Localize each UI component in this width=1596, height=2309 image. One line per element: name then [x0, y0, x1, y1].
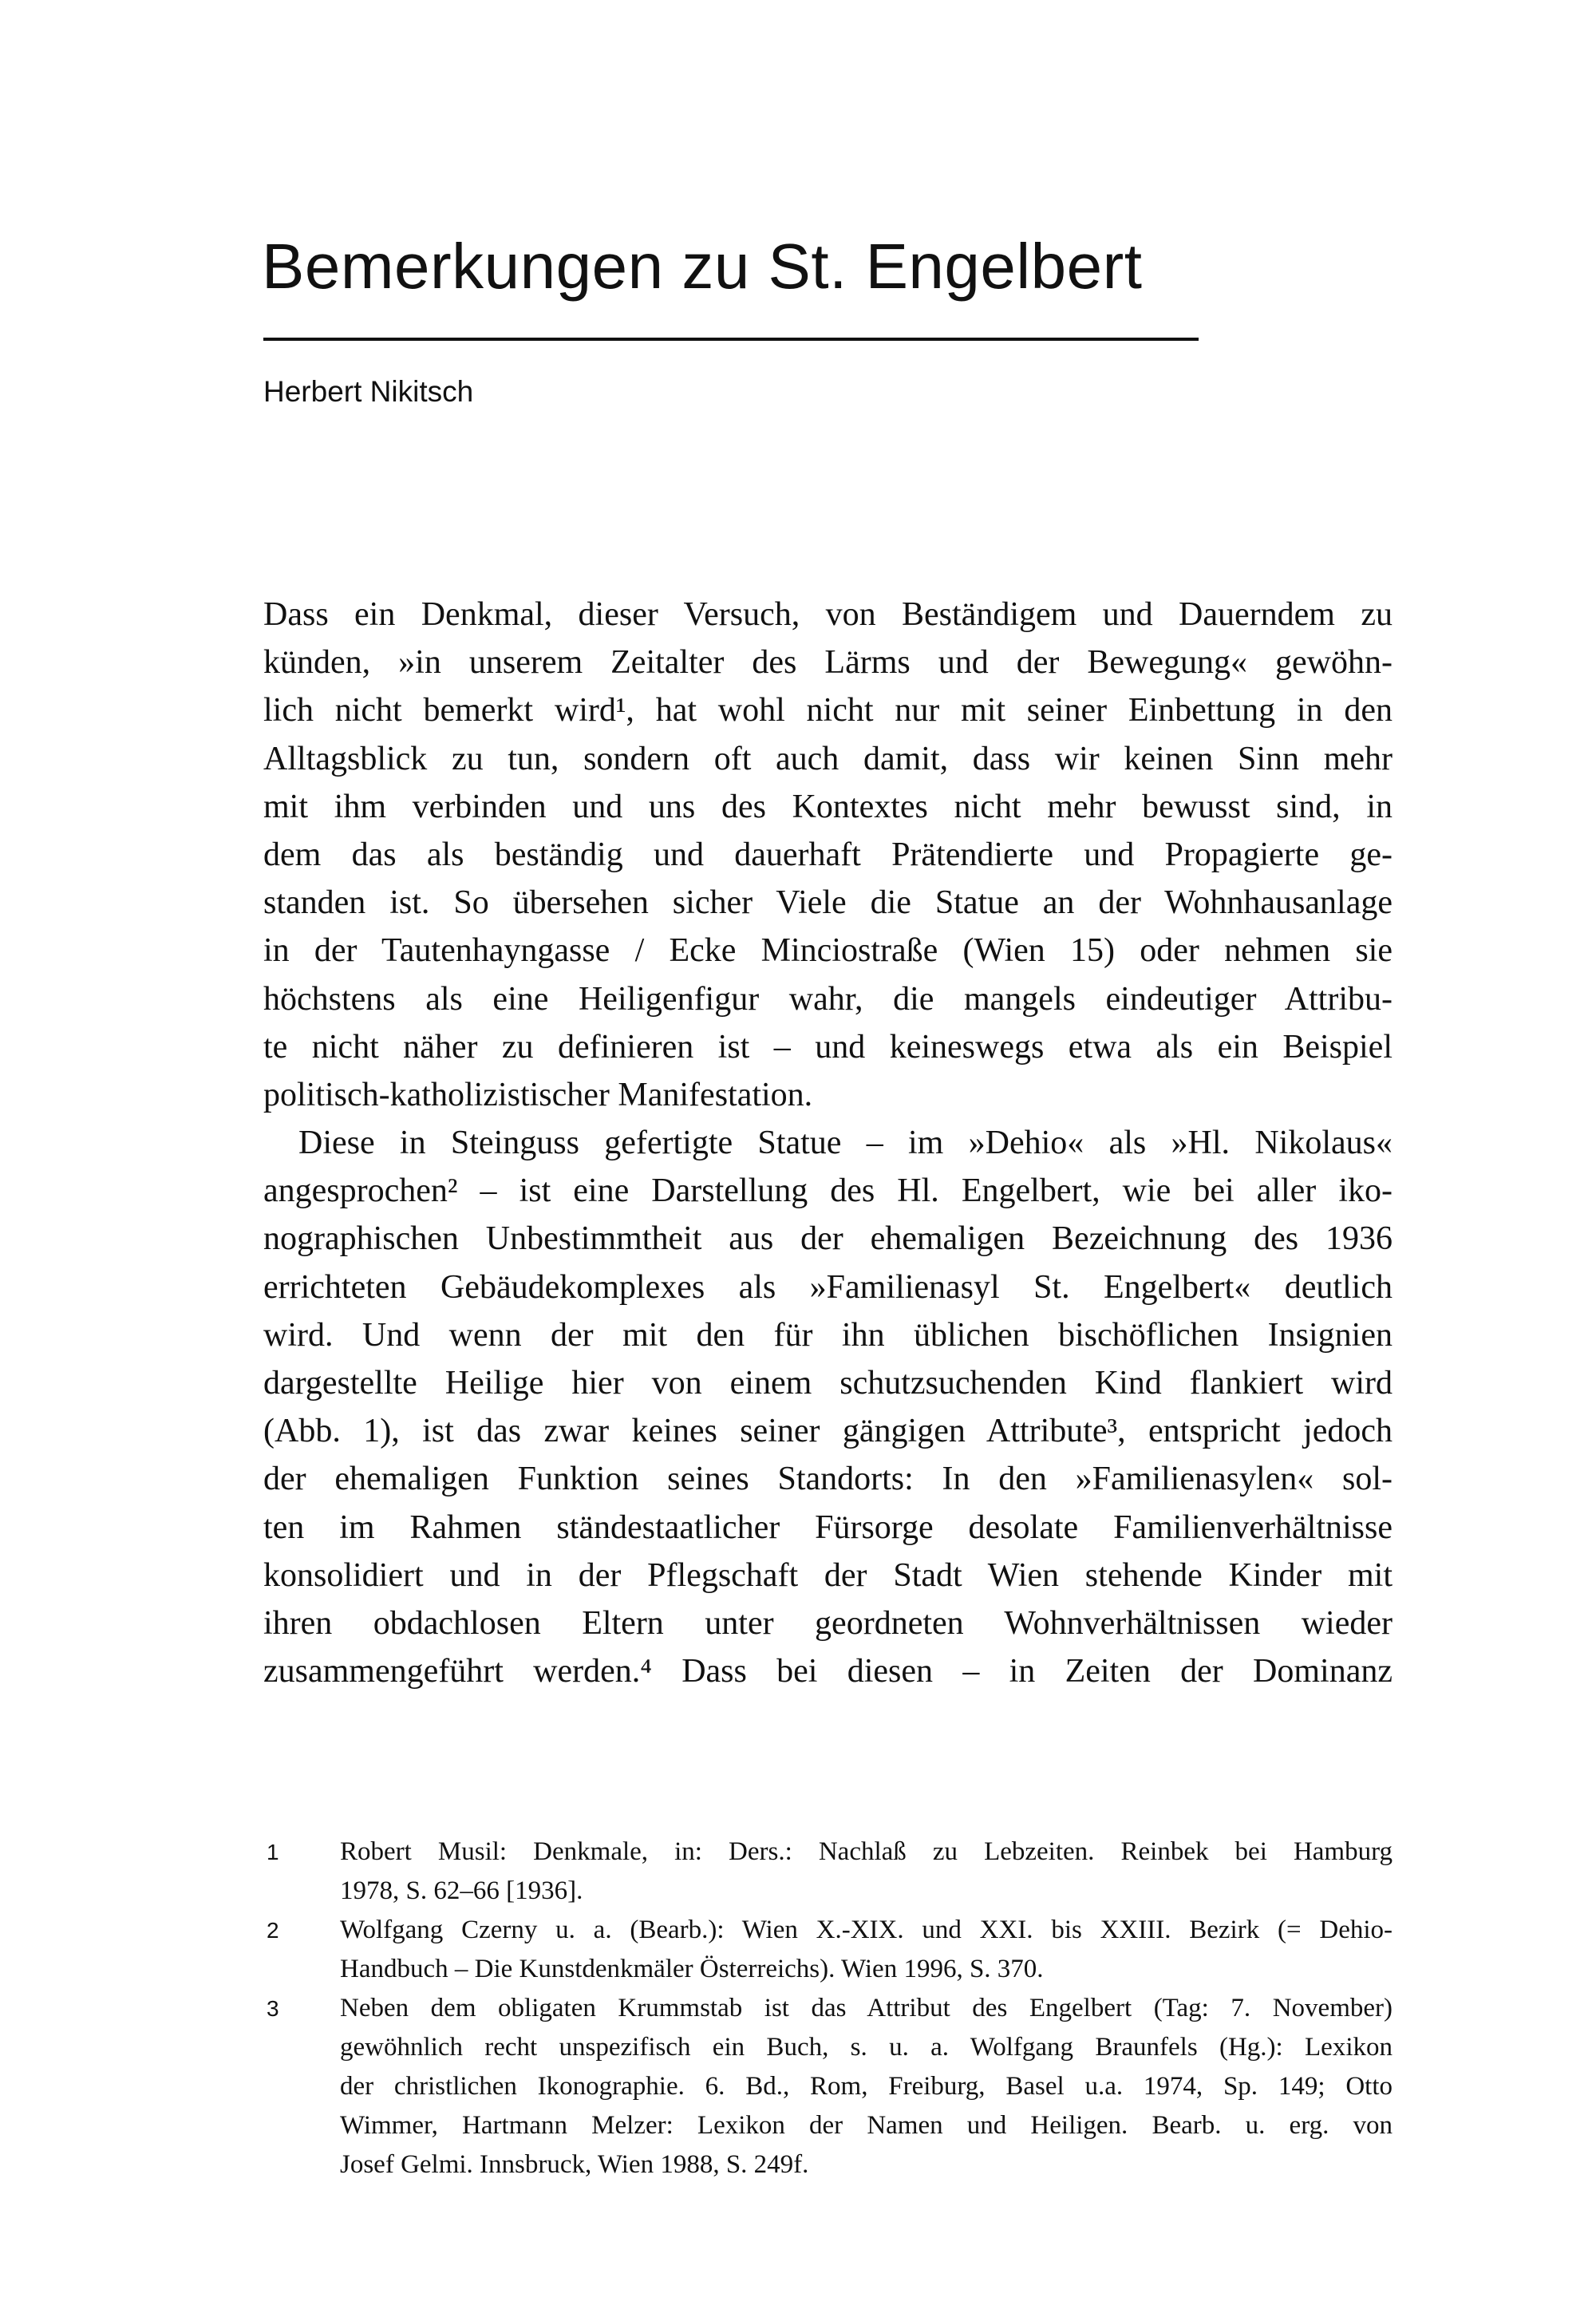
footnote [263, 1833, 1393, 1911]
footnote-line: gewöhnlich recht unspezifisch ein Buch, s. u. a. Wolfgang Braunfels (Hg.): Lexikon [340, 2033, 1393, 2062]
body-line: politisch-katholizistischer Manifestation. [263, 1076, 813, 1113]
footnote-number: 1 [267, 1840, 279, 1864]
body-line: konsolidiert und in der Pflegschaft der Stadt Wien stehende Kinder mit [263, 1556, 1393, 1594]
title-divider [263, 338, 1199, 341]
body-line: Alltagsblick zu tun, sondern oft auch damit, dass wir keinen Sinn mehr [263, 740, 1393, 777]
body-line: dargestellte Heilige hier von einem schutzsuchenden Kind flankiert wird [263, 1365, 1393, 1402]
body-line: angesprochen² – ist eine Darstellung des Hl. Engelbert, wie bei aller iko- [263, 1172, 1393, 1210]
body-line: in der Tautenhayngasse / Ecke Minciostraße (Wien 15) oder nehmen sie [263, 932, 1393, 970]
page-title: Bemerkungen zu St. Engelbert [262, 231, 1143, 302]
body-line: Dass ein Denkmal, dieser Versuch, von Beständigem und Dauerndem zu [263, 596, 1393, 633]
footnote [263, 1911, 1393, 1989]
footnote-line: Wolfgang Czerny u. a. (Bearb.): Wien X.-XIX. und XXI. bis XXIII. Bezirk (= Dehio- [340, 1916, 1393, 1944]
footnote-text [340, 1833, 1393, 1911]
footnote-line: Neben dem obligaten Krummstab ist das Attribut des Engelbert (Tag: 7. November) [340, 1994, 1393, 2022]
footnote-line: Wimmer, Hartmann Melzer: Lexikon der Namen und Heiligen. Bearb. u. erg. von [340, 2111, 1393, 2140]
footnote-text [340, 1989, 1393, 2184]
body-line: künden, »in unserem Zeitalter des Lärms und der Bewegung« gewöhn- [263, 644, 1393, 682]
footnote-line: der christlichen Ikonographie. 6. Bd., Rom, Freiburg, Basel u.a. 1974, Sp. 149; Otto [340, 2072, 1393, 2101]
body-line: höchstens als eine Heiligenfigur wahr, die mangels eindeutiger Attribu- [263, 980, 1393, 1018]
body-line: dem das als beständig und dauerhaft Prätendierte und Propagierte ge- [263, 836, 1393, 873]
body-line: Diese in Steinguss gefertigte Statue – im »Dehio« als »Hl. Nikolaus« [298, 1125, 1393, 1162]
author-name: Herbert Nikitsch [263, 375, 474, 408]
body-line: standen ist. So übersehen sicher Viele die Statue an der Wohnhausanlage [263, 884, 1393, 922]
body-line: der ehemaligen Funktion seines Standorts: In den »Familienasylen« sol- [263, 1461, 1393, 1498]
footnote-text [340, 1911, 1393, 1989]
body-line: mit ihm verbinden und uns des Kontextes nicht mehr bewusst sind, in [263, 788, 1393, 825]
footnote-line: 1978, S. 62–66 [1936]. [340, 1876, 583, 1905]
body-line: errichteten Gebäudekomplexes als »Familienasyl St. Engelbert« deutlich [263, 1268, 1393, 1306]
body-line: ihren obdachlosen Eltern unter geordneten Wohnverhältnissen wieder [263, 1604, 1393, 1642]
body-line: (Abb. 1), ist das zwar keines seiner gängigen Attribute³, entspricht jedoch [263, 1413, 1393, 1450]
body-line: ten im Rahmen ständestaatlicher Fürsorge desolate Familienverhältnisse [263, 1508, 1393, 1546]
footnote-number: 2 [267, 1918, 279, 1943]
footnote [263, 1989, 1393, 2184]
body-line: nographischen Unbestimmtheit aus der ehemaligen Bezeichnung des 1936 [263, 1220, 1393, 1258]
footnote-number: 3 [267, 1996, 279, 2021]
footnote-line: Handbuch – Die Kunstdenkmäler Österreichs). Wien 1996, S. 370. [340, 1955, 1044, 1983]
footnote-line: Josef Gelmi. Innsbruck, Wien 1988, S. 249f. [340, 2150, 809, 2179]
footnote-line: Robert Musil: Denkmale, in: Ders.: Nachlaß zu Lebzeiten. Reinbek bei Hamburg [340, 1837, 1393, 1866]
footnotes [263, 1833, 1393, 2184]
body-line: te nicht näher zu definieren ist – und keineswegs etwa als ein Beispiel [263, 1028, 1393, 1066]
body-line: wird. Und wenn der mit den für ihn üblichen bischöflichen Insignien [263, 1316, 1393, 1354]
body-line: lich nicht bemerkt wird¹, hat wohl nicht nur mit seiner Einbettung in den [263, 692, 1393, 729]
body-text [263, 591, 1393, 1695]
body-line: zusammengeführt werden.⁴ Dass bei diesen – in Zeiten der Dominanz [263, 1653, 1393, 1690]
